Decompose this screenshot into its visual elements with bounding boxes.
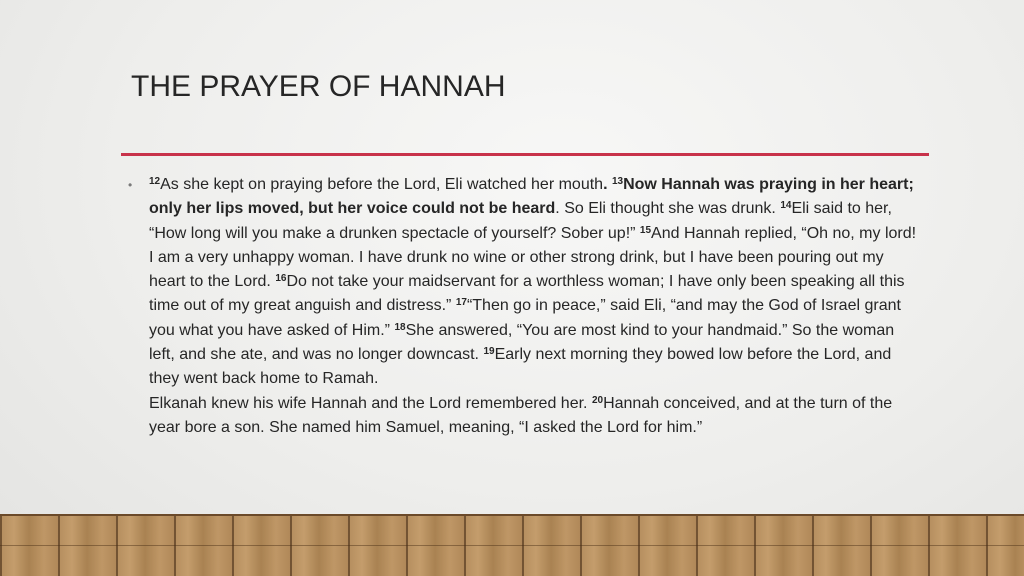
verse-number-18: 18 [394,321,406,333]
verse-12-text: As she kept on praying before the Lord, Eli watched her mouth [160,176,604,193]
verse-19-continuation: Elkanah knew his wife Hannah and the Lord remembered her. [149,394,592,412]
verse-17-text: “Then go in peace,” said Eli, “and may the God of Israel grant you what you have asked of Him.” [149,297,901,339]
wood-floor-decoration [0,514,1024,576]
verse-number-13: 13 [611,176,624,187]
slide-title: THE PRAYER OF HANNAH [131,70,506,103]
verse-14-text: Eli said to her, “How long will you make a drunken spectacle of yourself? Sober up!” [149,200,892,242]
verse-number-16: 16 [275,273,287,285]
title-divider [121,153,929,156]
verse-12-end: . [603,176,612,193]
bullet-icon: • [128,178,133,192]
verse-number-12: 12 [149,176,161,187]
verse-16-text: Do not take your maidservant for a worthless woman; I have only been speaking all this time out of my great anguish and distress.” [149,273,905,315]
verse-number-14: 14 [780,200,792,212]
verse-15-text: And Hannah replied, “Oh no, my lord! I am a very unhappy woman. I have drunk no wine or other strong drink, but I have been pouring out my heart to the Lord. [149,224,917,291]
verse-number-17: 17 [455,297,467,309]
verse-19-text: Early next morning they bowed low before the Lord, and they went back home to Ramah. [149,346,892,388]
verse-number-20: 20 [591,394,604,406]
floor-plank-row-line [0,545,1024,546]
verse-18-text: She answered, “You are most kind to your handmaid.” So the woman left, and she ate, and was no longer downcast. [149,321,895,364]
verse-number-15: 15 [639,224,652,236]
floor-baseboard-line [0,514,1024,516]
verse-20-text: Hannah conceived, and at the turn of the year bore a son. She named him Samuel, meaning, “I asked the Lord for him.” [149,394,893,436]
verse-number-19: 19 [483,346,495,358]
scripture-paragraph [149,173,924,440]
verse-13-bold-text: Now Hannah was praying in her heart; only her lips moved, but her voice could not be heard [149,176,914,218]
verse-13-text: . So Eli thought she was drunk. [555,200,781,218]
